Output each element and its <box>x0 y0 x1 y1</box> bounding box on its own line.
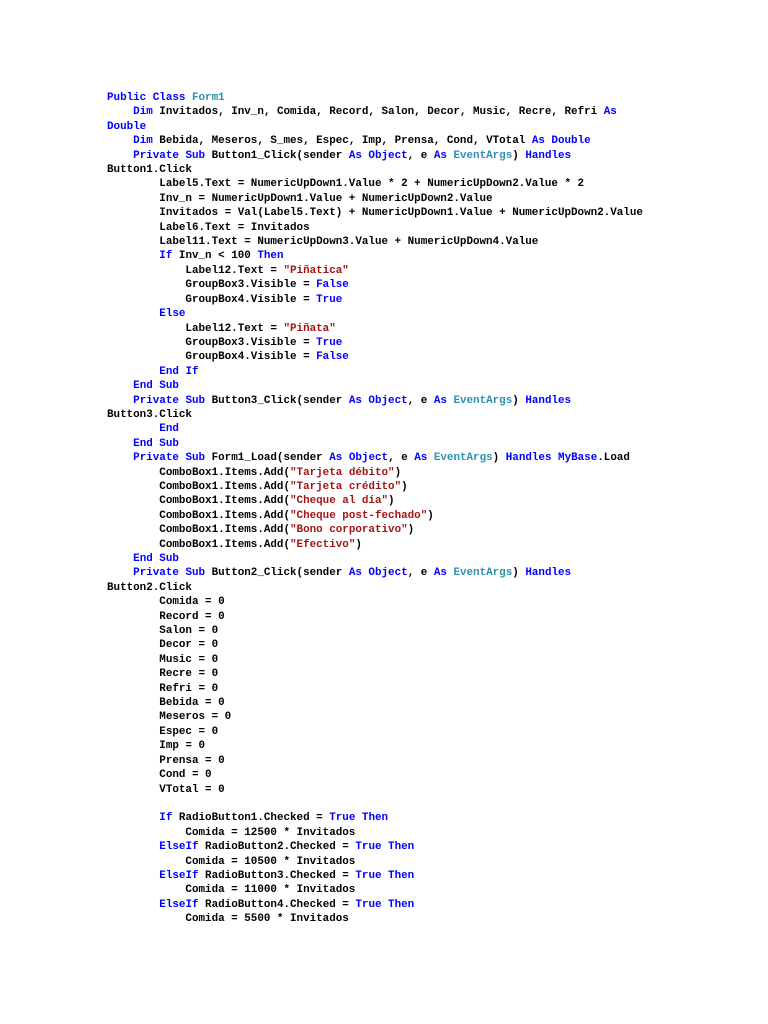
code-text-token <box>107 135 133 147</box>
code-text-token: Label11.Text = NumericUpDown3.Value + NumericUpDown4.Value <box>107 236 539 249</box>
code-text-token <box>107 553 133 565</box>
code-line <box>107 293 643 307</box>
code-text-token <box>107 841 159 853</box>
code-line <box>107 624 643 638</box>
keyword-token: As <box>433 394 447 407</box>
code-line <box>107 322 643 336</box>
type-name-token: EventArgs <box>453 394 513 407</box>
code-text-token: Button1.Click <box>107 164 192 177</box>
code-line <box>107 91 643 105</box>
code-line <box>107 379 643 393</box>
code-text-token: , e <box>407 149 434 162</box>
code-text-token: ComboBox1.Items.Add( <box>107 495 290 508</box>
code-text-token: Button3.Click <box>107 408 192 421</box>
code-line <box>107 437 643 451</box>
code-text-token: ) <box>512 394 526 407</box>
code-text-token <box>107 380 133 392</box>
code-text-token: ) <box>407 524 415 537</box>
keyword-token: ElseIf <box>159 841 199 854</box>
code-text-token: Comida = 0 <box>107 596 225 609</box>
code-text-token <box>107 308 159 320</box>
code-line <box>107 105 643 119</box>
string-literal-token: "Tarjeta débito" <box>290 466 395 479</box>
code-line <box>107 120 643 134</box>
code-text-token: Label12.Text = <box>107 322 284 335</box>
keyword-token: Else <box>159 308 186 321</box>
type-name-token: Form1 <box>191 92 225 104</box>
keyword-token: End <box>159 423 179 436</box>
keyword-token: True Then <box>329 812 389 825</box>
code-text-token: Comida = 11000 * Invitados <box>107 884 356 897</box>
code-text-token: Decor = 0 <box>107 639 219 652</box>
code-text-token: .Load <box>597 452 630 465</box>
string-literal-token: "Cheque post-fechado" <box>290 509 428 522</box>
code-text-token: ) <box>512 149 526 162</box>
type-name-token: EventArgs <box>433 452 493 465</box>
code-text-token: RadioButton4.Checked = <box>198 898 356 911</box>
code-text-token: Form1_Load(sender <box>205 452 330 465</box>
string-literal-token: "Piñatica" <box>283 264 349 277</box>
code-text-token: Label6.Text = Invitados <box>107 221 310 234</box>
code-line <box>107 480 643 494</box>
keyword-token: Handles <box>525 149 572 162</box>
code-line <box>107 638 643 652</box>
keyword-token: As Double <box>531 135 591 148</box>
code-line <box>107 163 643 177</box>
code-line <box>107 840 643 854</box>
code-text-token: ) <box>388 495 395 508</box>
code-listing <box>107 91 643 927</box>
keyword-token: Handles <box>525 567 572 580</box>
code-line <box>107 855 643 869</box>
code-text-token: Recre = 0 <box>107 668 219 681</box>
code-text-token: ) <box>427 509 434 522</box>
code-line <box>107 754 643 768</box>
keyword-token: End Sub <box>133 553 179 565</box>
code-line <box>107 249 643 263</box>
code-line <box>107 869 643 883</box>
code-text-token: Meseros = 0 <box>107 711 232 724</box>
keyword-token: Handles <box>525 394 572 407</box>
keyword-token: As Object <box>348 567 408 580</box>
code-line <box>107 898 643 912</box>
code-text-token <box>107 366 159 378</box>
code-line <box>107 696 643 710</box>
code-text-token <box>107 150 133 162</box>
code-line <box>107 739 643 753</box>
code-line <box>107 581 643 595</box>
code-text-token <box>107 870 159 882</box>
string-literal-token: "Bono corporativo" <box>290 524 408 537</box>
string-literal-token: "Piñata" <box>283 322 336 335</box>
code-line <box>107 797 643 811</box>
keyword-token: As <box>433 149 447 162</box>
code-text-token: Refri = 0 <box>107 682 219 695</box>
code-line <box>107 192 643 206</box>
code-text-token: Button3_Click(sender <box>205 394 349 407</box>
keyword-token: If <box>159 250 173 263</box>
code-line <box>107 538 643 552</box>
code-text-token <box>107 567 133 579</box>
code-line <box>107 811 643 825</box>
code-line <box>107 509 643 523</box>
code-text-token: Comida = 12500 * Invitados <box>107 826 356 839</box>
code-text-token: ComboBox1.Items.Add( <box>107 480 290 493</box>
code-text-token: Prensa = 0 <box>107 754 225 767</box>
code-text-token: , e <box>407 567 434 580</box>
code-text-token: , e <box>388 452 415 465</box>
code-text-token: RadioButton1.Checked = <box>172 812 330 825</box>
code-line <box>107 783 643 797</box>
code-text-token: Record = 0 <box>107 610 225 623</box>
code-line <box>107 235 643 249</box>
string-literal-token: "Tarjeta crédito" <box>290 480 402 493</box>
code-text-token: RadioButton3.Checked = <box>198 869 356 882</box>
code-text-token: ) <box>512 567 526 580</box>
keyword-token: Double <box>107 120 147 133</box>
code-text-token: ) <box>401 480 408 493</box>
code-text-token <box>107 438 133 450</box>
keyword-token: As <box>603 106 617 119</box>
keyword-token: True Then <box>355 841 415 854</box>
code-line <box>107 595 643 609</box>
code-line <box>107 408 643 422</box>
code-text-token: VTotal = 0 <box>107 783 225 796</box>
code-text-token: ) <box>355 538 362 551</box>
code-text-token <box>107 812 159 824</box>
code-text-token: RadioButton2.Checked = <box>198 841 356 854</box>
keyword-token: False <box>316 279 349 292</box>
keyword-token: Private Sub <box>133 149 206 162</box>
code-text-token <box>107 395 133 407</box>
keyword-token: End If <box>159 365 199 378</box>
code-line <box>107 768 643 782</box>
code-line <box>107 912 643 926</box>
code-line <box>107 206 643 220</box>
code-line <box>107 307 643 321</box>
keyword-token: As <box>414 452 428 465</box>
code-line <box>107 221 643 235</box>
code-line <box>107 710 643 724</box>
code-text-token: ComboBox1.Items.Add( <box>107 538 290 551</box>
keyword-token: Handles MyBase <box>505 452 598 465</box>
keyword-token: Dim <box>133 135 153 148</box>
code-line <box>107 725 643 739</box>
code-line <box>107 667 643 681</box>
code-text-token: ComboBox1.Items.Add( <box>107 509 290 522</box>
code-line <box>107 682 643 696</box>
code-text-token <box>107 250 159 262</box>
keyword-token: ElseIf <box>159 898 199 911</box>
code-line <box>107 610 643 624</box>
code-text-token: Music = 0 <box>107 653 219 666</box>
code-text-token: Salon = 0 <box>107 625 219 638</box>
code-line <box>107 552 643 566</box>
code-text-token: GroupBox4.Visible = <box>107 293 317 306</box>
code-text-token: ComboBox1.Items.Add( <box>107 524 290 537</box>
code-text-token: Label5.Text = NumericUpDown1.Value * 2 + NumericUpDown2.Value * 2 <box>107 178 585 191</box>
code-line <box>107 134 643 148</box>
code-text-token: Espec = 0 <box>107 725 219 738</box>
keyword-token: Private Sub <box>133 452 206 465</box>
code-text-token: Invitados, Inv_n, Comida, Record, Salon, Decor, Music, Recre, Refri <box>152 106 604 119</box>
keyword-token: True Then <box>355 869 415 882</box>
keyword-token: As Object <box>348 394 408 407</box>
code-text-token: GroupBox3.Visible = <box>107 279 317 292</box>
keyword-token: False <box>316 351 349 364</box>
code-line <box>107 177 643 191</box>
code-text-token: Bebida = 0 <box>107 697 225 710</box>
keyword-token: Private Sub <box>133 394 206 407</box>
code-line <box>107 422 643 436</box>
code-text-token: Button1_Click(sender <box>205 149 349 162</box>
code-line <box>107 365 643 379</box>
code-text-token: Bebida, Meseros, S_mes, Espec, Imp, Prensa, Cond, VTotal <box>152 135 532 148</box>
keyword-token: As <box>433 567 447 580</box>
code-text-token: Inv_n = NumericUpDown1.Value + NumericUpDown2.Value <box>107 192 493 205</box>
keyword-token: True <box>316 336 343 349</box>
code-line <box>107 494 643 508</box>
code-line <box>107 394 643 408</box>
code-text-token <box>107 899 159 911</box>
keyword-token: As Object <box>348 149 408 162</box>
code-text-token: Cond = 0 <box>107 769 212 782</box>
code-text-token: Button2.Click <box>107 581 192 594</box>
code-text-token: Label12.Text = <box>107 264 284 277</box>
code-text-token: Comida = 5500 * Invitados <box>107 913 349 926</box>
code-line <box>107 264 643 278</box>
code-line <box>107 350 643 364</box>
keyword-token: Public Class <box>107 92 192 104</box>
code-text-token: ComboBox1.Items.Add( <box>107 466 290 479</box>
code-line <box>107 336 643 350</box>
code-line <box>107 883 643 897</box>
code-line <box>107 466 643 480</box>
code-text-token: , e <box>407 394 434 407</box>
code-line <box>107 149 643 163</box>
code-text-token <box>107 423 159 435</box>
keyword-token: Then <box>257 250 284 263</box>
code-line <box>107 523 643 537</box>
keyword-token: End Sub <box>133 380 179 393</box>
code-line <box>107 278 643 292</box>
keyword-token: True <box>316 293 343 306</box>
keyword-token: ElseIf <box>159 869 199 882</box>
code-text-token <box>107 106 133 118</box>
keyword-token: As Object <box>329 452 389 465</box>
keyword-token: True Then <box>355 898 415 911</box>
code-text-token: Invitados = Val(Label5.Text) + NumericUpDown1.Value + NumericUpDown2.Value <box>107 207 643 220</box>
keyword-token: End Sub <box>133 437 179 450</box>
code-text-token: ) <box>492 452 506 465</box>
code-text-token: GroupBox4.Visible = <box>107 351 317 364</box>
code-line <box>107 826 643 840</box>
string-literal-token: "Efectivo" <box>290 538 356 551</box>
code-text-token: Inv_n < 100 <box>172 250 258 263</box>
code-text-token: ) <box>394 466 402 479</box>
code-line <box>107 451 643 465</box>
keyword-token: Private Sub <box>133 567 206 580</box>
code-text-token <box>107 452 133 464</box>
type-name-token: EventArgs <box>453 149 513 162</box>
code-text-token: Imp = 0 <box>107 740 206 753</box>
type-name-token: EventArgs <box>453 567 513 580</box>
code-text-token: Comida = 10500 * Invitados <box>107 855 356 868</box>
code-line <box>107 566 643 580</box>
code-text-token: Button2_Click(sender <box>205 567 349 580</box>
keyword-token: If <box>159 812 173 825</box>
code-line <box>107 653 643 667</box>
string-literal-token: "Cheque al día" <box>290 495 389 508</box>
keyword-token: Dim <box>133 106 153 119</box>
code-text-token: GroupBox3.Visible = <box>107 336 317 349</box>
